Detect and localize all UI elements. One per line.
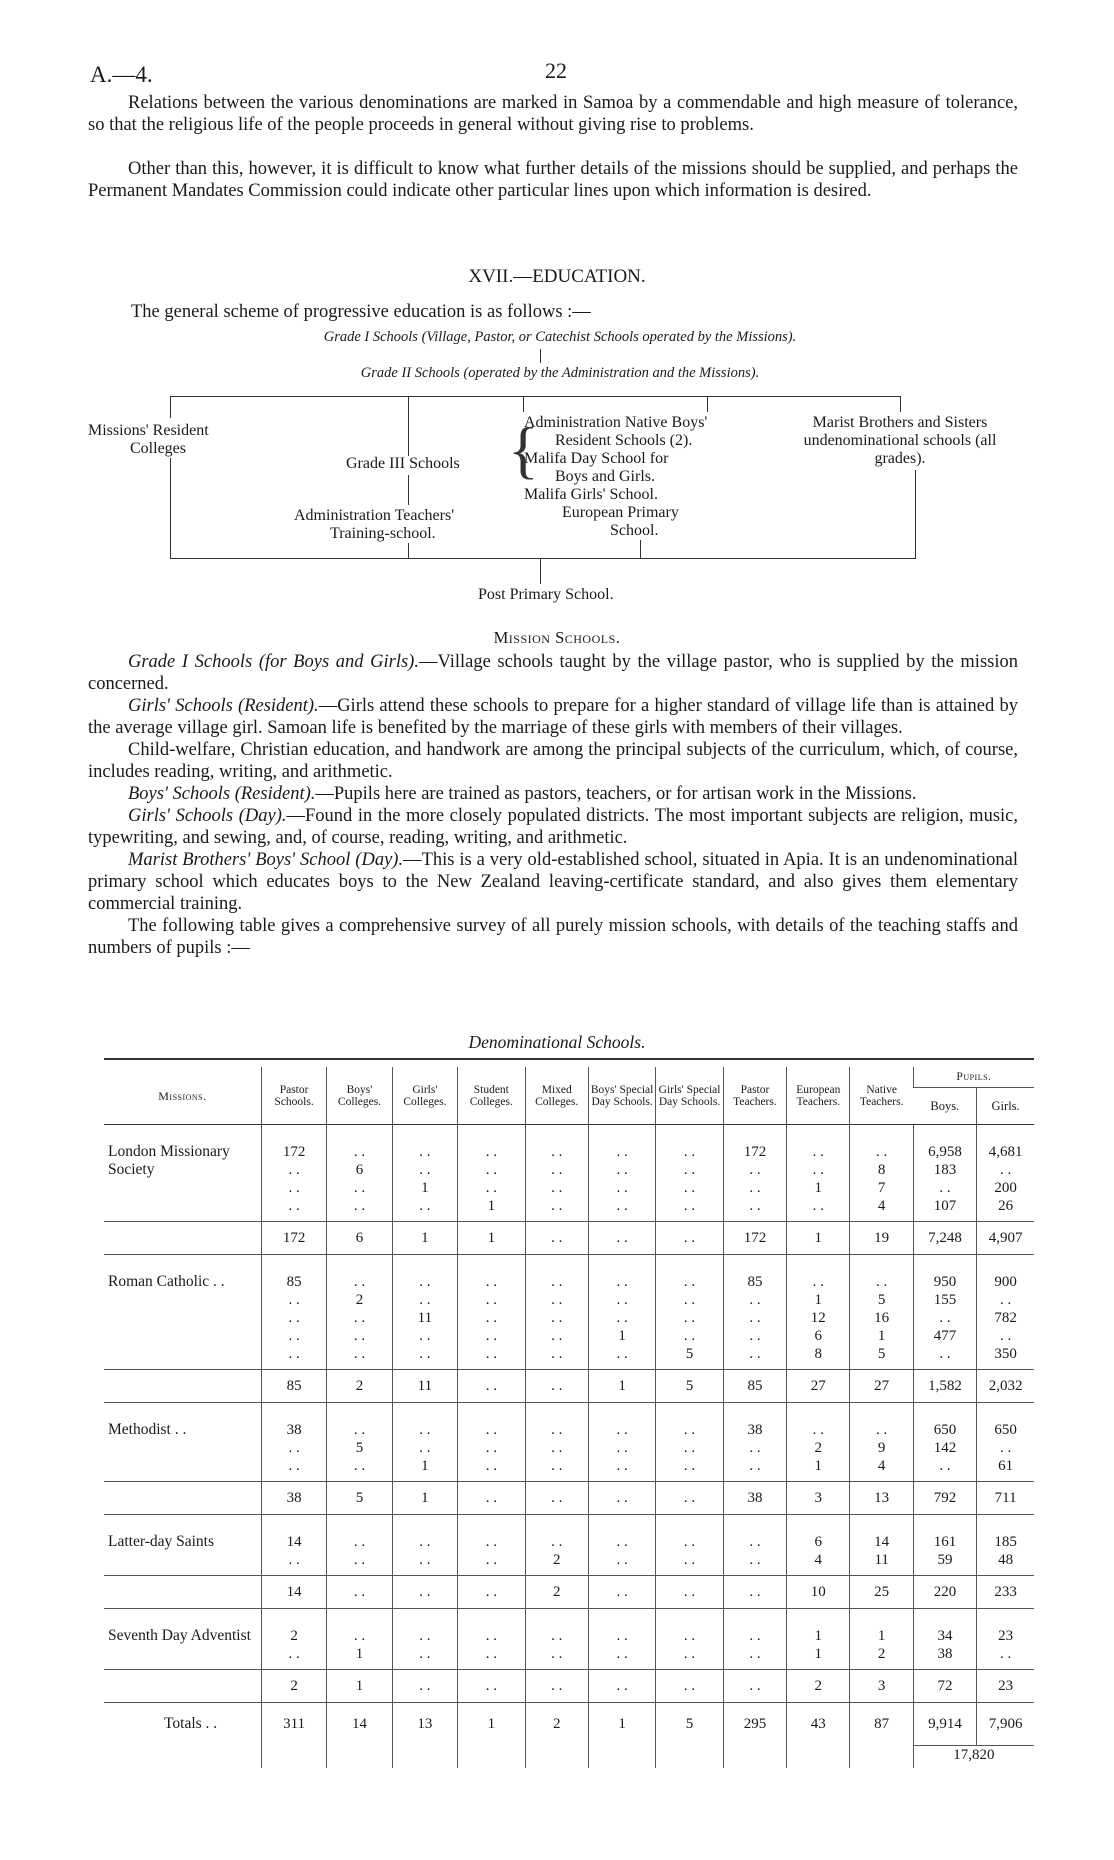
document-reference: A.—4. <box>90 62 153 87</box>
mission-para <box>88 915 1018 959</box>
pupils-header: Pupils. <box>913 1067 1034 1088</box>
subtotal-cell: . . <box>458 1370 525 1403</box>
col-header: Boys. <box>913 1088 976 1125</box>
table-cell: 38 . . . . <box>261 1403 326 1482</box>
table-cell: . . . . . . 1 <box>458 1125 525 1222</box>
subtotal-cell: 2 <box>261 1670 326 1703</box>
marist-label <box>780 414 1020 468</box>
page-number: 22 <box>545 58 567 83</box>
totals-cell: 1 <box>458 1703 525 1746</box>
table-cell: . . . . <box>588 1609 655 1670</box>
table-row <box>104 1515 1034 1576</box>
table-cell: . . 2 . . . . . . <box>327 1255 392 1370</box>
table-top-rule <box>104 1058 1034 1060</box>
subtotal-cell: 13 <box>850 1482 913 1515</box>
table-cell: 14 . . <box>261 1515 326 1576</box>
table-cell: 85 . . . . . . . . <box>723 1255 786 1370</box>
subtotal-cell: . . <box>525 1482 588 1515</box>
table-cell: . . . . <box>392 1515 457 1576</box>
subtotal-cell: . . <box>656 1482 723 1515</box>
subtotal-cell: . . <box>392 1670 457 1703</box>
mission-para-text: —Girls attend these schools to prepare for a higher standard of village life than is attained by the average village girl. Samoan life is benefited by the marriage of these girls with members of their villages. <box>88 696 1018 738</box>
table-cell: 6 4 <box>787 1515 850 1576</box>
subtotal-row <box>104 1482 1034 1515</box>
table-cell: . . . . 11 . . . . <box>392 1255 457 1370</box>
table-cell: . . . . 1 <box>392 1403 457 1482</box>
diagram-connector <box>408 436 409 456</box>
diagram-connector <box>900 396 901 412</box>
subtotal-cell: 85 <box>261 1370 326 1403</box>
table-cell: 85 . . . . . . . . <box>261 1255 326 1370</box>
empty-cell <box>261 1746 326 1769</box>
table-cell: . . . . <box>458 1515 525 1576</box>
col-header: Girls. <box>977 1088 1034 1125</box>
table-cell: 2 . . <box>261 1609 326 1670</box>
totals-cell: 311 <box>261 1703 326 1746</box>
table-cell: . . . . . . . . <box>588 1125 655 1222</box>
denominational-schools-table <box>104 1067 1034 1768</box>
subtotal-cell: 1,582 <box>913 1370 976 1403</box>
table-cell: 185 48 <box>977 1515 1034 1576</box>
subtotal-cell: . . <box>525 1670 588 1703</box>
totals-cell: 14 <box>327 1703 392 1746</box>
col-header: Missions. <box>104 1067 261 1125</box>
subtotal-cell: . . <box>458 1670 525 1703</box>
subtotal-cell: . . <box>656 1222 723 1255</box>
table-cell: . . . . <box>723 1515 786 1576</box>
mission-para-lead: Marist Brothers' Boys' School (Day). <box>128 850 404 870</box>
empty-cell <box>327 1746 392 1769</box>
table-cell: . . . . <box>656 1515 723 1576</box>
empty-cell <box>458 1746 525 1769</box>
empty-cell <box>392 1746 457 1769</box>
diagram-connector <box>707 396 708 412</box>
mission-para-text: —This is a very old-established school, situated in Apia. It is an undenominational primary school which educates boys to the New Zealand leaving-certificate standard, and also gives them elementary commercial training. <box>88 850 1019 914</box>
table-cell: 650 142 . . <box>913 1403 976 1482</box>
diagram-connector <box>170 396 171 418</box>
table-cell: 161 59 <box>913 1515 976 1576</box>
table-cell: 172 . . . . . . <box>723 1125 786 1222</box>
subtotal-cell: 5 <box>656 1370 723 1403</box>
subtotal-cell: 220 <box>913 1576 976 1609</box>
totals-cell: 9,914 <box>913 1703 976 1746</box>
marist-label-2: undenominational schools (all <box>803 432 997 449</box>
subtotal-label <box>104 1576 261 1609</box>
subtotal-cell: 3 <box>850 1670 913 1703</box>
table-cell: 34 38 <box>913 1609 976 1670</box>
table-cell: . . . . . . . . . . <box>525 1255 588 1370</box>
intro-paragraph-1: Relations between the various denominations are marked in Samoa by a commendable and high measure of tolerance, so that the religious life of the people proceeds in general without giving rise to problems. <box>88 93 1018 135</box>
bracket-item-4: Boys and Girls. <box>555 468 655 485</box>
subtotal-cell: 711 <box>977 1482 1034 1515</box>
subtotal-cell: 25 <box>850 1576 913 1609</box>
mission-name: Methodist . . <box>108 1421 187 1438</box>
subtotal-cell: 38 <box>261 1482 326 1515</box>
subtotal-cell: 85 <box>723 1370 786 1403</box>
table-cell: . . . . . . 1 . . <box>588 1255 655 1370</box>
subtotal-cell: . . <box>458 1576 525 1609</box>
table-title: Denominational Schools. <box>468 1032 646 1052</box>
table-row <box>104 1403 1034 1482</box>
col-header: Student Colleges. <box>458 1067 525 1125</box>
empty-cell <box>525 1746 588 1769</box>
table-cell: 172 . . . . . . <box>261 1125 326 1222</box>
subtotal-cell: 1 <box>588 1370 655 1403</box>
missions-resident-label-2: Colleges <box>130 440 186 457</box>
mission-para <box>88 805 1018 849</box>
subtotal-cell: . . <box>525 1222 588 1255</box>
scheme-intro: The general scheme of progressive education is as follows :— <box>131 302 591 322</box>
subtotal-cell: . . <box>588 1576 655 1609</box>
subtotal-cell: 10 <box>787 1576 850 1609</box>
section-title: XVII.—EDUCATION. <box>468 266 646 287</box>
totals-cell: 2 <box>525 1703 588 1746</box>
subtotal-cell: 1 <box>458 1222 525 1255</box>
table-cell: . . 1 12 6 8 <box>787 1255 850 1370</box>
subtotal-cell: . . <box>458 1482 525 1515</box>
mission-para-text: —Pupils here are trained as pastors, teachers, or for artisan work in the Missions. <box>315 784 917 804</box>
table-cell: . . . . . . . . 5 <box>656 1255 723 1370</box>
table-cell: . . 9 4 <box>850 1403 913 1482</box>
totals-cell: 43 <box>787 1703 850 1746</box>
subtotal-cell: 2 <box>525 1576 588 1609</box>
col-header: Girls' Colleges. <box>392 1067 457 1125</box>
subtotal-cell: 2 <box>787 1670 850 1703</box>
subtotal-cell: 1 <box>392 1222 457 1255</box>
subtotal-row <box>104 1222 1034 1255</box>
diagram-connector <box>170 458 171 558</box>
table-cell: . . . . . . . . . . <box>458 1255 525 1370</box>
totals-cell: 13 <box>392 1703 457 1746</box>
subtotal-row <box>104 1670 1034 1703</box>
col-header: European Teachers. <box>787 1067 850 1125</box>
subtotal-label <box>104 1670 261 1703</box>
mission-name: Latter-day Saints <box>108 1533 215 1550</box>
subtotal-cell: . . <box>588 1670 655 1703</box>
european-primary-label: European Primary <box>562 504 679 521</box>
mission-paragraphs <box>88 651 1018 959</box>
diagram-connector <box>408 543 409 558</box>
table-cell: . . 2 1 <box>787 1403 850 1482</box>
diagram-connector <box>408 396 409 436</box>
totals-cell: 7,906 <box>977 1703 1034 1746</box>
table-cell: . . . . <box>525 1609 588 1670</box>
subtotal-cell: 2 <box>327 1370 392 1403</box>
table-cell: . . . . <box>458 1609 525 1670</box>
intro-paragraph-2: Other than this, however, it is difficult to know what further details of the missions should be supplied, and perhaps the Permanent Mandates Commission could indicate other particular lines upon which information is desired. <box>88 159 1018 201</box>
marist-label-3: grades). <box>874 450 926 467</box>
subtotal-cell: 38 <box>723 1482 786 1515</box>
grand-total: 17,820 <box>913 1746 1034 1769</box>
admin-teachers-label: Administration Teachers' <box>294 507 455 524</box>
table-row <box>104 1125 1034 1222</box>
table-cell: 14 11 <box>850 1515 913 1576</box>
subtotal-cell: 2,032 <box>977 1370 1034 1403</box>
table-cell: 4,681 . . 200 26 <box>977 1125 1034 1222</box>
subtotal-cell: 1 <box>392 1482 457 1515</box>
bracket-item-1: Administration Native Boys' <box>524 414 708 431</box>
table-cell: . . . . . . . . <box>525 1125 588 1222</box>
table-body <box>104 1125 1034 1769</box>
table-row <box>104 1609 1034 1670</box>
subtotal-cell: . . <box>723 1670 786 1703</box>
table-cell: . . . . <box>588 1515 655 1576</box>
table-cell: . . . . . . <box>656 1403 723 1482</box>
post-primary-label: Post Primary School. <box>478 586 614 603</box>
diagram-connector <box>640 540 641 558</box>
table-cell: 38 . . . . <box>723 1403 786 1482</box>
diagram-connector <box>915 470 916 558</box>
grand-total-row <box>104 1746 1034 1769</box>
table-cell: . . . . <box>723 1609 786 1670</box>
subtotal-cell: . . <box>656 1670 723 1703</box>
col-header: Girls' Special Day Schools. <box>656 1067 723 1125</box>
table-cell: 950 155 . . 477 . . <box>913 1255 976 1370</box>
subtotal-cell: 1 <box>787 1222 850 1255</box>
col-header: Boys' Colleges. <box>327 1067 392 1125</box>
subtotal-cell: . . <box>723 1576 786 1609</box>
subtotal-cell: 11 <box>392 1370 457 1403</box>
grade3-label: Grade III Schools <box>346 455 460 472</box>
diagram-grade1: Grade I Schools (Village, Pastor, or Catechist Schools operated by the Missions). <box>323 329 797 345</box>
subtotal-label <box>104 1370 261 1403</box>
empty-cell <box>588 1746 655 1769</box>
empty-cell <box>104 1746 261 1769</box>
table-cell: . . 6 . . . . <box>327 1125 392 1222</box>
marist-label-1: Marist Brothers and Sisters <box>812 414 988 431</box>
totals-row <box>104 1703 1034 1746</box>
table-cell: 650 . . 61 <box>977 1403 1034 1482</box>
table-cell: . . . . 1 . . <box>787 1125 850 1222</box>
totals-cell: 295 <box>723 1703 786 1746</box>
bracket-item-2: Resident Schools (2). <box>555 432 693 449</box>
empty-cell <box>656 1746 723 1769</box>
subtotal-cell: 172 <box>723 1222 786 1255</box>
diagram-bottom-line <box>170 558 916 559</box>
subtotal-cell: 3 <box>787 1482 850 1515</box>
table-cell: . . . . <box>392 1609 457 1670</box>
brace-icon: { <box>508 414 539 485</box>
mission-para-text: Child-welfare, Christian education, and handwork are among the principal subjects of the curriculum, which, of course, includes reading, writing, and arithmetic. <box>88 740 1018 782</box>
subtotal-cell: 792 <box>913 1482 976 1515</box>
mission-name: Roman Catholic . . <box>108 1273 225 1290</box>
table-cell: . . . . <box>656 1609 723 1670</box>
subtotal-row <box>104 1370 1034 1403</box>
table-cell: . . 2 <box>525 1515 588 1576</box>
subtotal-cell: 23 <box>977 1670 1034 1703</box>
table-cell: . . 5 . . <box>327 1403 392 1482</box>
subtotal-cell: 172 <box>261 1222 326 1255</box>
subtotal-cell: 233 <box>977 1576 1034 1609</box>
col-header: Native Teachers. <box>850 1067 913 1125</box>
european-primary-label-2: School. <box>610 522 659 539</box>
table-cell: 6,958 183 . . 107 <box>913 1125 976 1222</box>
mission-para <box>88 849 1018 915</box>
mission-para-lead: Boys' Schools (Resident). <box>128 784 316 804</box>
mission-para <box>88 651 1018 695</box>
subtotal-cell: 6 <box>327 1222 392 1255</box>
mission-para-text: —Found in the more closely populated districts. The most important subjects are religion, music, typewriting, and sewing, and, of course, reading, writing, and arithmetic. <box>88 806 1018 848</box>
subtotal-cell: 19 <box>850 1222 913 1255</box>
diagram-connector <box>540 349 541 363</box>
table-cell: . . . . 1 . . <box>392 1125 457 1222</box>
mission-para <box>88 739 1018 783</box>
diagram-grade2: Grade II Schools (operated by the Administration and the Missions). <box>360 365 760 381</box>
diagram-connector <box>408 475 409 505</box>
subtotal-row <box>104 1576 1034 1609</box>
mission-name: Seventh Day Adventist <box>108 1627 251 1644</box>
mission-para-text: The following table gives a comprehensive survey of all purely mission schools, with details of the teaching staffs and numbers of pupils :— <box>88 916 1018 958</box>
subtotal-label <box>104 1482 261 1515</box>
bracket-item-3: Malifa Day School for <box>524 450 669 467</box>
mission-para-lead: Girls' Schools (Day). <box>128 806 287 826</box>
mission-name: London Missionary Society <box>108 1143 230 1178</box>
subtotal-cell: . . <box>588 1482 655 1515</box>
subtotal-label <box>104 1222 261 1255</box>
subtotal-cell: . . <box>656 1576 723 1609</box>
mission-schools-heading: Mission Schools. <box>493 628 621 647</box>
admin-teachers-label-2: Training-school. <box>330 525 436 542</box>
mission-para-lead: Girls' Schools (Resident). <box>128 696 319 716</box>
col-header: Pastor Schools. <box>261 1067 326 1125</box>
missions-resident-label: Missions' Resident <box>88 422 209 439</box>
table-cell: . . 8 7 4 <box>850 1125 913 1222</box>
empty-cell <box>787 1746 850 1769</box>
empty-cell <box>723 1746 786 1769</box>
diagram-top-line <box>170 396 900 397</box>
totals-cell: 87 <box>850 1703 913 1746</box>
subtotal-cell: 7,248 <box>913 1222 976 1255</box>
table-cell: 1 2 <box>850 1609 913 1670</box>
table-cell: 900 . . 782 . . 350 <box>977 1255 1034 1370</box>
table-cell: . . . . . . <box>525 1403 588 1482</box>
table-cell: . . . . . . <box>458 1403 525 1482</box>
subtotal-cell: . . <box>588 1222 655 1255</box>
bracket-item-5: Malifa Girls' School. <box>524 486 658 503</box>
table-cell: . . 1 <box>327 1609 392 1670</box>
subtotal-cell: 72 <box>913 1670 976 1703</box>
table-cell: . . 5 16 1 5 <box>850 1255 913 1370</box>
col-header: Boys' Special Day Schools. <box>588 1067 655 1125</box>
mission-para-lead: Grade I Schools (for Boys and Girls). <box>128 652 419 672</box>
table-cell: . . . . . . <box>588 1403 655 1482</box>
mission-para-text: —Village schools taught by the village pastor, who is supplied by the mission concerned. <box>88 652 1018 694</box>
empty-cell <box>850 1746 913 1769</box>
table-cell: 1 1 <box>787 1609 850 1670</box>
subtotal-cell: . . <box>392 1576 457 1609</box>
totals-cell: 5 <box>656 1703 723 1746</box>
mission-para <box>88 695 1018 739</box>
subtotal-cell: 27 <box>787 1370 850 1403</box>
table-cell: 23 . . <box>977 1609 1034 1670</box>
table-cell: . . . . . . . . <box>656 1125 723 1222</box>
col-header: Mixed Colleges. <box>525 1067 588 1125</box>
subtotal-cell: 4,907 <box>977 1222 1034 1255</box>
totals-label: Totals . . <box>104 1703 261 1746</box>
mission-para <box>88 783 1018 805</box>
col-header: Pastor Teachers. <box>723 1067 786 1125</box>
table-cell: . . . . <box>327 1515 392 1576</box>
totals-cell: 1 <box>588 1703 655 1746</box>
subtotal-cell: 27 <box>850 1370 913 1403</box>
subtotal-cell: 1 <box>327 1670 392 1703</box>
subtotal-cell: 5 <box>327 1482 392 1515</box>
subtotal-cell: . . <box>525 1370 588 1403</box>
subtotal-cell: 14 <box>261 1576 326 1609</box>
subtotal-cell: . . <box>327 1576 392 1609</box>
table-row <box>104 1255 1034 1370</box>
diagram-connector <box>540 558 541 584</box>
